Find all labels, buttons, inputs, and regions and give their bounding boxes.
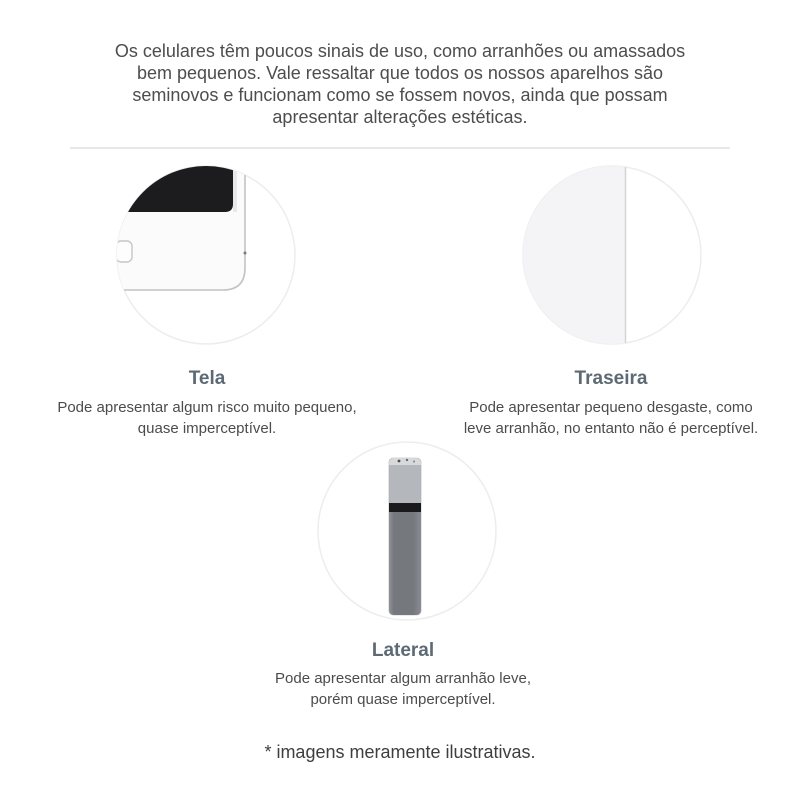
tela-description-line: Pode apresentar algum risco muito pequeno, [57, 399, 357, 416]
footer-note: * imagens meramente ilustrativas. [264, 742, 536, 762]
tela-description-line: quase imperceptível. [137, 420, 277, 437]
tela-description [27, 397, 387, 439]
lateral-description-line: Pode apresentar algum arranhão leve, [275, 670, 531, 687]
traseira-title: Traseira [574, 368, 648, 389]
lateral-description [223, 668, 583, 710]
lateral-title: Lateral [371, 640, 435, 661]
intro-line: apresentar alterações estéticas. [272, 107, 528, 127]
traseira-image-circle [520, 163, 704, 347]
lateral-image-circle [315, 439, 499, 623]
tela-image-circle [114, 163, 298, 347]
lateral-description-line: porém quase imperceptível. [310, 691, 496, 708]
intro-line: Os celulares têm poucos sinais de uso, como arranhões ou amassados [114, 41, 686, 61]
phone-back-photo [520, 163, 704, 347]
tela-title: Tela [188, 368, 226, 389]
intro-line: seminovos e funcionam como se fossem novos, ainda que possam [132, 85, 668, 105]
traseira-description-line: leve arranhão, no entanto não é perceptível. [463, 420, 759, 437]
intro-paragraph [0, 40, 800, 128]
traseira-description [431, 397, 791, 439]
intro-line: bem pequenos. Vale ressaltar que todos os nossos aparelhos são [137, 63, 663, 83]
phone-screen-corner-photo [114, 163, 298, 347]
phone-side-edge-photo [315, 439, 499, 623]
divider [70, 147, 730, 149]
traseira-description-line: Pode apresentar pequeno desgaste, como [469, 399, 753, 416]
